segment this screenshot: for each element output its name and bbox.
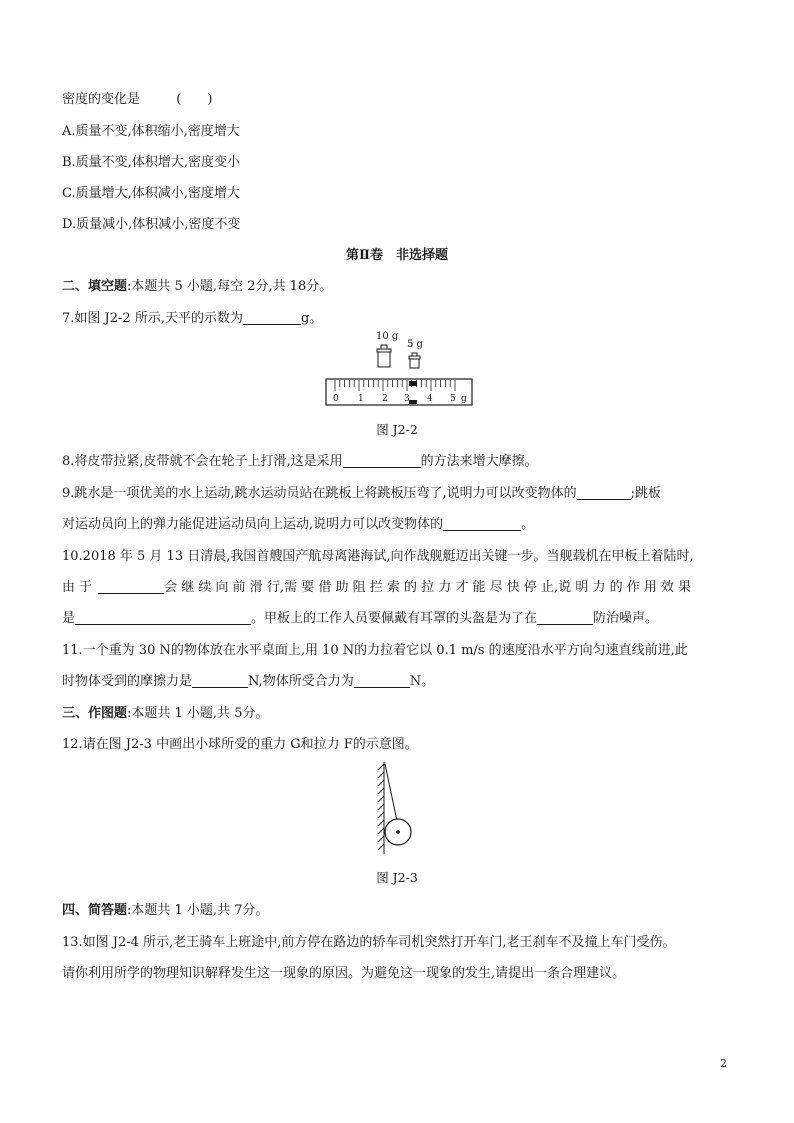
q6-option-b: B.质量不变,体积增大,密度变小 xyxy=(62,155,240,170)
q10-answer-blank-2[interactable] xyxy=(75,610,251,625)
weight-5g-icon xyxy=(409,353,420,368)
q13-line1: 13.如图 J2-4 所示,老王骑车上班途中,前方停在路边的轿车司机突然打开车门,老王刹车不及撞上车门受伤。 xyxy=(62,935,676,950)
page-number: 2 xyxy=(720,1057,727,1070)
tick-label-3: 3 xyxy=(404,394,410,404)
tick-label-1: 1 xyxy=(358,394,364,404)
tick-label-4: 4 xyxy=(427,394,433,404)
pendulum-figure[interactable] xyxy=(370,758,420,858)
q9-l1-after: ;跳板 xyxy=(630,486,662,501)
q11-line2 xyxy=(62,670,434,689)
q6-option-d: D.质量减小,体积减小,密度不变 xyxy=(62,217,241,232)
figure-j2-3-caption: 图 J2-3 xyxy=(376,870,418,885)
tick-label-2: 2 xyxy=(382,394,388,404)
section4-label: 四、简答题 xyxy=(62,903,128,918)
section4-desc: :本题共 1 小题,共 7分。 xyxy=(127,903,269,918)
q11-answer-blank-1[interactable] xyxy=(192,673,248,688)
q6-stem-text: 密度的变化是 xyxy=(62,92,141,107)
q9-l1-before: 9.跳水是一项优美的水上运动,跳水运动员站在跳板上将跳板压弯了,说明力可以改变物体的 xyxy=(62,486,577,501)
wall-hatching xyxy=(378,762,384,854)
q11-l2-mid: N,物体所受合力为 xyxy=(248,674,354,689)
ball-center-dot xyxy=(396,830,400,834)
q9-line1 xyxy=(62,482,661,501)
q13-line2: 请你利用所学的物理知识解释发生这一现象的原因。为避免这一现象的发生,请提出一条合理建议。 xyxy=(62,966,626,981)
q7-after: g。 xyxy=(300,311,323,326)
q9-answer-blank-2[interactable] xyxy=(443,516,521,531)
q10-l3-before: 是 xyxy=(62,611,76,626)
q6-option-a: A.质量不变,体积缩小,密度增大 xyxy=(62,124,240,139)
q10-line2 xyxy=(62,576,691,595)
q8-before: 8.将皮带拉紧,皮带就不会在轮子上打滑,这是采用 xyxy=(62,454,343,469)
volume2-title: 第Ⅱ卷 非选择题 xyxy=(346,248,448,263)
q7-answer-blank[interactable] xyxy=(243,310,301,325)
q11-l2-after: N。 xyxy=(409,674,435,689)
q11-l2-before: 时物体受到的摩擦力是 xyxy=(62,674,193,689)
q7-before: 7.如图 J2-2 所示,天平的示数为 xyxy=(62,311,243,326)
section2-label: 二、填空题 xyxy=(62,279,128,294)
q9-l2-after: 。 xyxy=(521,517,535,532)
tick-label-0: 0 xyxy=(333,394,339,404)
q10-answer-blank-1[interactable] xyxy=(98,579,164,594)
q9-answer-blank-1[interactable] xyxy=(577,485,631,500)
q10-l3-after: 防治噪声。 xyxy=(593,611,659,626)
weight-5g-label: 5 g xyxy=(407,339,423,350)
q10-l2-before: 由 于 xyxy=(62,580,93,595)
q8-after: 的方法来增大摩擦。 xyxy=(420,454,538,469)
section2-desc: :本题共 5 小题,每空 2分,共 18分。 xyxy=(127,279,333,294)
figure-j2-2-caption: 图 J2-2 xyxy=(376,422,418,437)
q11-answer-blank-2[interactable] xyxy=(354,673,410,688)
section3-heading xyxy=(62,702,268,721)
q10-line1: 10.2018 年 5 月 13 日清晨,我国首艘国产航母离港海试,向作战舰艇迈出关键一步。当舰载机在甲板上着陆时, xyxy=(62,549,694,564)
q12-text: 12.请在图 J2-3 中画出小球所受的重力 G和拉力 F的示意图。 xyxy=(62,737,418,752)
string-line xyxy=(385,764,397,821)
q6-option-c: C.质量增大,体积减小,密度增大 xyxy=(62,186,240,201)
section3-desc: :本题共 1 小题,共 5分。 xyxy=(127,706,269,721)
q9-line2 xyxy=(62,513,534,532)
q6-stem xyxy=(62,88,212,107)
q8-answer-blank[interactable] xyxy=(343,453,421,468)
q10-l2-after: 会 继 续 向 前 滑 行,需 要 借 助 阻 拦 索 的 拉 力 才 能 尽 快 停 止,说 明 力 的 作 用 效 果 xyxy=(164,580,692,595)
q8-text xyxy=(62,450,538,469)
q10-answer-blank-3[interactable] xyxy=(537,610,593,625)
weight-10g-icon xyxy=(377,345,391,367)
weight-10g-label: 10 g xyxy=(376,331,399,342)
section2-heading xyxy=(62,275,332,294)
rider-marker-top xyxy=(409,381,417,386)
q11-line1: 11.一个重为 30 N的物体放在水平桌面上,用 10 N的力拉着它以 0.1 m/s 的速度沿水平方向匀速直线前进,此 xyxy=(62,643,688,658)
q9-l2-before: 对运动员向上的弹力能促进运动员向上运动,说明力可以改变物体的 xyxy=(62,517,444,532)
q10-l3-mid: 。甲板上的工作人员要佩戴有耳罩的头盔是为了在 xyxy=(251,611,538,626)
rider-marker-bottom xyxy=(409,400,417,404)
balance-figure xyxy=(320,328,480,410)
section4-heading xyxy=(62,899,268,918)
q10-line3 xyxy=(62,607,658,626)
section3-label: 三、作图题 xyxy=(62,706,128,721)
q7-text xyxy=(62,307,322,326)
tick-label-unit: g xyxy=(461,394,467,404)
q6-answer-paren: ( ) xyxy=(176,92,213,107)
tick-label-5: 5 xyxy=(450,394,456,404)
